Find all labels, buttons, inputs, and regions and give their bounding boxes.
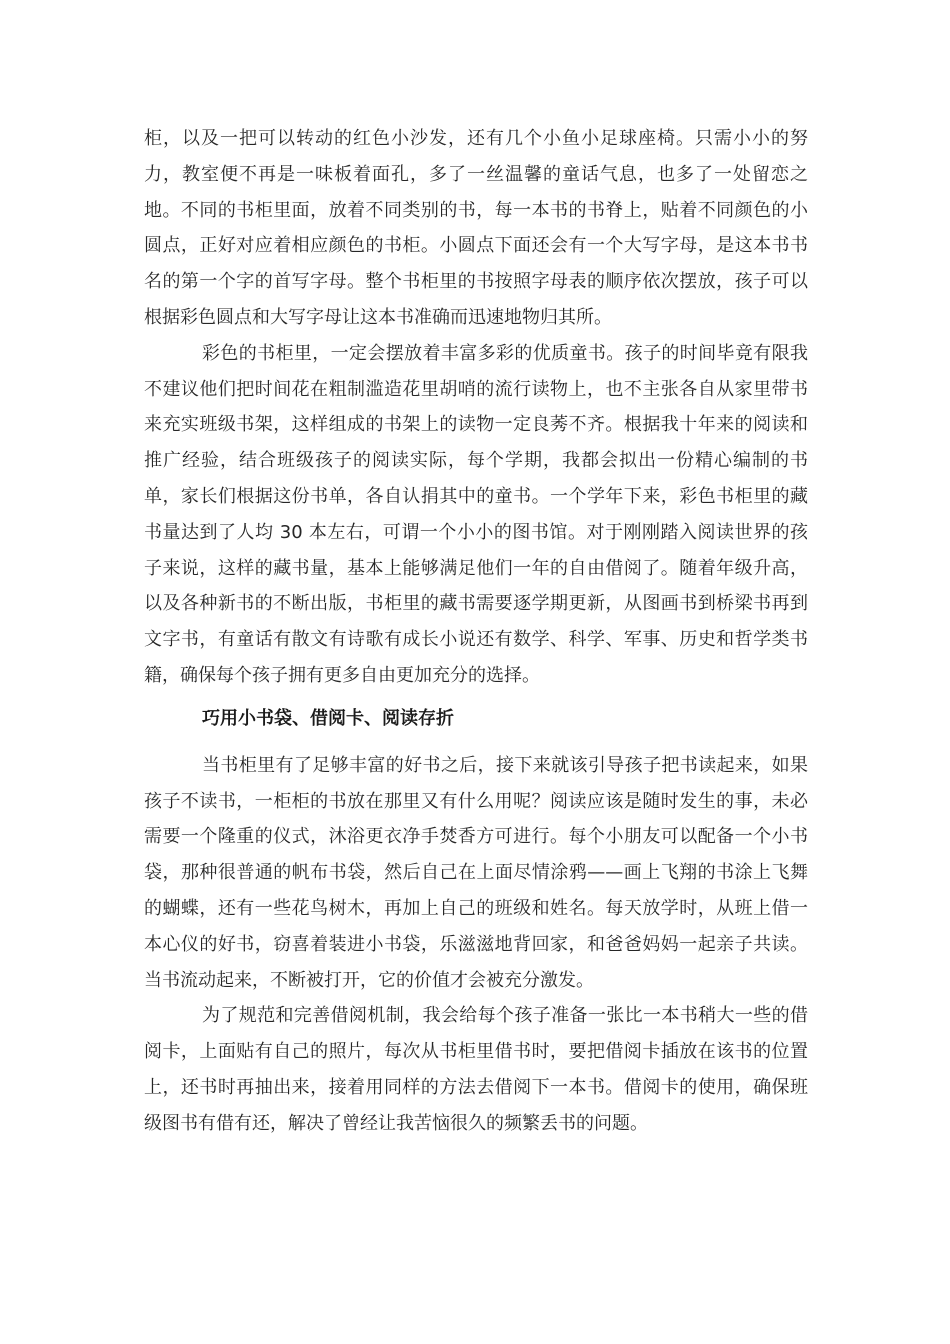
section-heading: 巧用小书袋、借阅卡、阅读存折 (202, 707, 454, 729)
paragraph-book-bag: 当书柜里有了足够丰富的好书之后，接下来就该引导孩子把书读起来，如果孩子不读书，一柜柜的书放在那里又有什么用呢？阅读应该是随时发生的事，未必需要一个隆重的仪式，沐浴更衣净手焚香方可进行。每个小朋友可以配备一个小书袋，那种很普通的帆布书袋，然后自己在上面尽情涂鸦——画上飞翔的书涂上飞舞的蝴蝶，还有一些花鸟树木，再加上自己的班级和姓名。每天放学时，从班上借一本心仪的好书，窃喜着装进小书袋，乐滋滋地背回家，和爸爸妈妈一起亲子共读。当书流动起来，不断被打开，它的价值才会被充分激发。 (144, 754, 808, 991)
document-body (144, 121, 808, 1142)
paragraph-bookshelf-continuation: 柜，以及一把可以转动的红色小沙发，还有几个小鱼小足球座椅。只需小小的努力，教室便不再是一味板着面孔，多了一丝温馨的童话气息，也多了一处留恋之地。不同的书柜里面，放着不同类别的书，每一本书的书脊上，贴着不同颜色的小圆点，正好对应着相应颜色的书柜。小圆点下面还会有一个大写字母，是这本书书名的第一个字的首写字母。整个书柜里的书按照字母表的顺序依次摆放，孩子可以根据彩色圆点和大写字母让这本书准确而迅速地物归其所。 (144, 128, 808, 328)
paragraph-quality-books: 彩色的书柜里，一定会摆放着丰富多彩的优质童书。孩子的时间毕竟有限我不建议他们把时间花在粗制滥造花里胡哨的流行读物上，也不主张各自从家里带书来充实班级书架，这样组成的书架上的读物一定良莠不齐。根据我十年来的阅读和推广经验，结合班级孩子的阅读实际，每个学期，我都会拟出一份精心编制的书单，家长们根据这份书单，各自认捐其中的童书。一个学年下来，彩色书柜里的藏书量达到了人均 30 本左右，可谓一个小小的图书馆。对于刚刚踏入阅读世界的孩子来说，这样的藏书量，基本上能够满足他们一年的自由借阅了。随着年级升高，以及各种新书的不断出版，书柜里的藏书需要逐学期更新，从图画书到桥梁书再到文字书，有童话有散文有诗歌有成长小说还有数学、科学、军事、历史和哲学类书籍，确保每个孩子拥有更多自由更加充分的选择。 (144, 342, 808, 686)
paragraph-borrow-card: 为了规范和完善借阅机制，我会给每个孩子准备一张比一本书稍大一些的借阅卡，上面贴有自己的照片，每次从书柜里借书时，要把借阅卡插放在该书的位置上，还书时再抽出来，接着用同样的方法去借阅下一本书。借阅卡的使用，确保班级图书有借有还，解决了曾经让我苦恼很久的频繁丢书的问题。 (144, 1005, 808, 1134)
